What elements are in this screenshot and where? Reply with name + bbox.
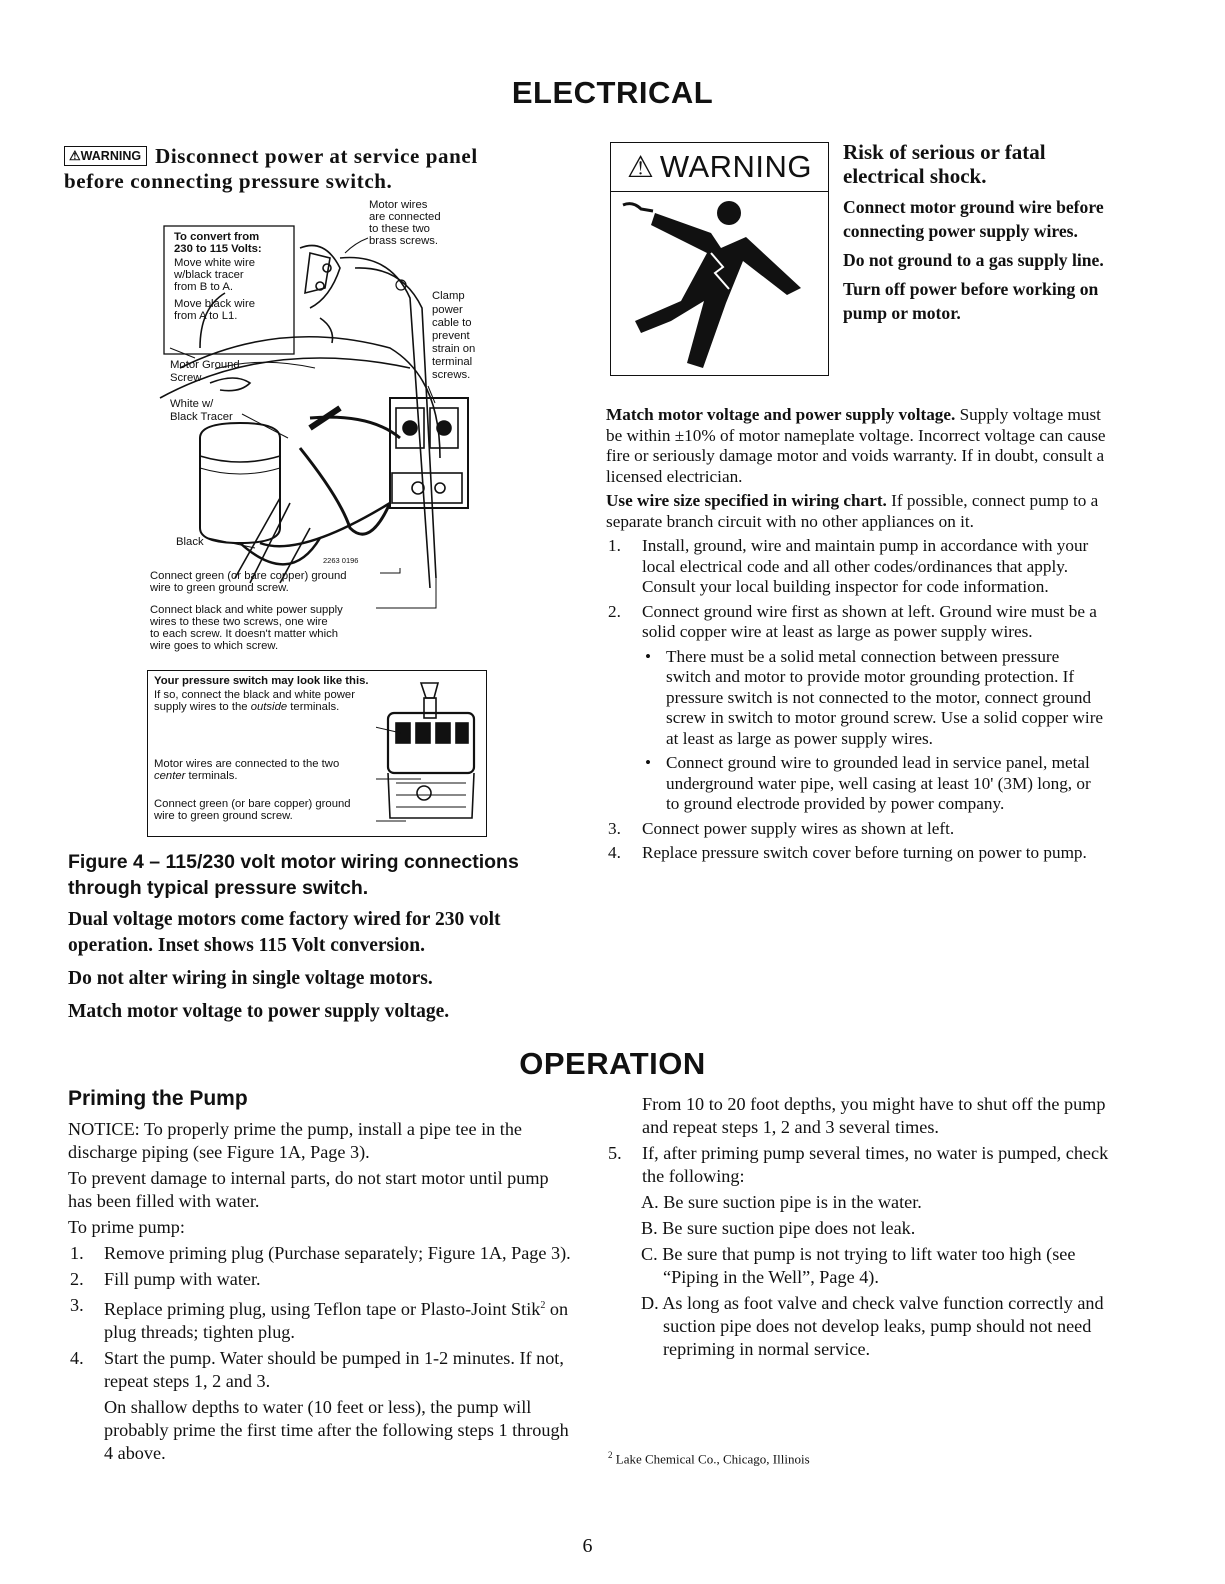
single-voltage-note: Do not alter wiring in single voltage motors.	[68, 968, 433, 989]
inset-title: Your pressure switch may look like this.	[154, 675, 369, 687]
prevent-paragraph: To prevent damage to internal parts, do not start motor until pump has been filled with water.	[68, 1168, 549, 1211]
warning-item-3: Turn off power before working on pump or motor.	[843, 279, 1099, 323]
priming-left-column	[68, 1087, 573, 1468]
connect-bw-3: to each screw. It doesn't matter which	[150, 628, 339, 640]
move-white-3: from B to A.	[174, 281, 234, 293]
inset-motor-2-em: center	[154, 770, 186, 782]
notice-paragraph: NOTICE: To properly prime the pump, install a pipe tee in the discharge piping (see Figure 1A, Page 3).	[68, 1119, 522, 1162]
figure-caption	[68, 849, 578, 1032]
to-prime-label: To prime pump:	[68, 1217, 185, 1237]
step-text: Connect power supply wires as shown at left.	[642, 818, 955, 838]
step-number: 1.	[608, 536, 621, 555]
step-number: 4.	[70, 1348, 84, 1369]
motor-ground-1: Motor Ground	[170, 359, 240, 371]
priming-step-3	[68, 1294, 573, 1344]
electrical-heading: ELECTRICAL	[511, 75, 714, 110]
ground-bullet-1	[642, 647, 1108, 750]
page-number: 6	[582, 1535, 593, 1557]
figure-caption-line2: through typical pressure switch.	[68, 877, 369, 899]
risk-statement: Risk of serious or fatal electrical shock.	[843, 140, 1046, 188]
clamp-6: terminal	[432, 356, 473, 368]
footnote-text: Lake Chemical Co., Chicago, Illinois	[615, 1451, 810, 1467]
motor-wires-2: are connected	[369, 211, 441, 223]
step-number: 2.	[608, 601, 621, 621]
check-d: D. As long as foot valve and check valve function correctly and suction pipe does not develop leaks, pump should not need repriming in normal service.	[641, 1293, 1104, 1359]
step-text: Install, ground, wire and maintain pump in accordance with your local electrical code and all other codes/ordinances that apply. Consult your local building inspector for code information.	[642, 536, 1089, 596]
move-white-2: w/black tracer	[174, 269, 244, 281]
inset-ground-1: Connect green (or bare copper) ground	[154, 798, 351, 810]
priming-step-2	[68, 1268, 573, 1291]
ground-bullet-2	[642, 753, 1108, 815]
inset-line2-pre: supply wires to the	[154, 701, 251, 713]
clamp-1: Clamp	[432, 290, 465, 302]
check-c: C. Be sure that pump is not trying to lift water too high (see “Piping in the Well”, Page 4).	[641, 1244, 1076, 1287]
step-text: Remove priming plug (Purchase separately; Figure 1A, Page 3).	[104, 1243, 571, 1263]
dual-voltage-note: Dual voltage motors come factory wired for 230 volt operation. Inset shows 115 Volt conversion.	[68, 909, 501, 956]
priming-step-5	[606, 1142, 1109, 1188]
step-text: If, after priming pump several times, no water is pumped, check the following:	[642, 1143, 1109, 1186]
priming-right-column	[606, 1093, 1109, 1364]
black-label: Black	[176, 536, 204, 548]
inset-motor-2	[154, 770, 238, 782]
priming-subheading: Priming the Pump	[68, 1087, 248, 1110]
convert-title-1: To convert from	[174, 231, 260, 243]
inset-motor-1: Motor wires are connected to the two	[154, 758, 340, 770]
electrical-step-1	[606, 536, 1108, 598]
connect-bw-1: Connect black and white power supply	[150, 604, 343, 616]
electrical-instructions	[606, 405, 1108, 868]
warning-badge-label: WARNING	[80, 149, 142, 163]
step-text: Fill pump with water.	[104, 1269, 261, 1289]
clamp-7: screws.	[432, 369, 471, 381]
priming-step-1	[68, 1242, 573, 1265]
white-tracer-1: White w/	[170, 398, 214, 410]
step-text-post: on plug threads; tighten plug.	[104, 1299, 569, 1343]
shock-warning-label: WARNING	[659, 149, 813, 184]
check-a: A. Be sure suction pipe is in the water.	[641, 1192, 922, 1212]
bullet-text: Connect ground wire to grounded lead in service panel, metal underground water pipe, well casing at least 10' (3M) long, or to ground electrode provided by power company.	[666, 753, 1091, 813]
motor-wires-3: to these two	[369, 223, 430, 235]
step-number: 4.	[608, 843, 621, 862]
warning-triangle-icon: ⚠	[69, 148, 81, 163]
footnote	[608, 1450, 810, 1467]
clamp-5: strain on	[432, 343, 476, 355]
step-number: 1.	[70, 1243, 84, 1263]
step-text: Connect ground wire first as shown at left. Ground wire must be a solid copper wire at least as large as power supply wires.	[642, 601, 1097, 641]
match-voltage-paragraph	[606, 405, 1108, 487]
left-warning-line1: Disconnect power at service panel	[155, 144, 478, 168]
deep-depth-text: From 10 to 20 foot depths, you might have to shut off the pump and repeat steps 1, 2 and 3 several times.	[642, 1094, 1106, 1137]
connect-bw-2: wires to these two screws, one wire	[150, 616, 328, 628]
inset-motor-2-post: terminals.	[185, 770, 238, 782]
connect-green-1: Connect green (or bare copper) ground	[150, 570, 347, 582]
connect-bw-4: wire goes to which screw.	[150, 640, 279, 652]
match-voltage-text: Supply voltage must be within ±10% of motor nameplate voltage. Incorrect voltage can cause fire or seriously damage motor and voids warranty. If in doubt, consult a licensed electrician.	[606, 405, 1106, 486]
warning-triangle-icon: ⚠	[626, 150, 654, 184]
electric-shock-icon	[611, 193, 828, 373]
move-black-1: Move black wire	[174, 298, 255, 310]
white-tracer-2: Black Tracer	[170, 411, 233, 423]
inset-line1: If so, connect the black and white power	[154, 689, 355, 701]
shock-warning-box	[610, 142, 829, 376]
electrical-step-3	[606, 819, 1108, 840]
footnote-ref: 2	[540, 1300, 546, 1311]
warning-item-1: Connect motor ground wire before connecting power supply wires.	[843, 197, 1104, 241]
inset-line2	[154, 701, 339, 713]
step-text: Start the pump. Water should be pumped in 1-2 minutes. If not, repeat steps 1, 2 and 3.	[104, 1348, 564, 1392]
check-b: B. Be sure suction pipe does not leak.	[641, 1218, 916, 1238]
shock-warning-header	[611, 143, 828, 192]
move-black-2: from A to L1.	[174, 310, 238, 322]
operation-heading: OPERATION	[519, 1046, 706, 1081]
inset-line2-post: terminals.	[287, 701, 340, 713]
bullet-text: There must be a solid metal connection between pressure switch and motor to provide motor grounding protection. If pressure switch is not connected to the motor, connect ground screw in switch to motor ground screw. Use a solid copper wire at least as large as power supply wires.	[666, 646, 1104, 748]
wire-size-paragraph	[606, 491, 1108, 532]
left-warning	[64, 144, 574, 194]
step-number: 5.	[608, 1143, 622, 1163]
connect-green-2: wire to green ground screw.	[150, 582, 289, 594]
pressure-switch-icon	[376, 673, 486, 833]
electrical-step-2	[606, 602, 1108, 643]
wire-size-bold: Use wire size specified in wiring chart.	[606, 491, 887, 510]
step-text: Replace priming plug, using Teflon tape or Plasto-Joint Stik	[104, 1299, 541, 1320]
pressure-switch-inset	[147, 670, 487, 837]
match-voltage-note: Match motor voltage to power supply voltage.	[68, 1001, 450, 1022]
motor-wires-1: Motor wires	[369, 199, 428, 211]
motor-wires-4: brass screws.	[369, 235, 439, 247]
shallow-depth-text: On shallow depths to water (10 feet or less), the pump will probably prime the first time after the following steps 1 through 4 above.	[104, 1397, 569, 1464]
clamp-3: cable to	[432, 317, 472, 329]
match-voltage-bold: Match motor voltage and power supply voltage.	[606, 405, 956, 424]
inset-ground-2: wire to green ground screw.	[154, 810, 293, 822]
bullet-icon: •	[645, 646, 652, 666]
warning-badge	[64, 146, 147, 166]
step-number: 3.	[608, 818, 621, 838]
move-white-1: Move white wire	[174, 257, 255, 269]
warning-item-2: Do not ground to a gas supply line.	[843, 250, 1104, 270]
bullet-icon: •	[645, 753, 652, 772]
wiring-diagram	[140, 198, 500, 668]
priming-step-4	[68, 1347, 573, 1465]
footnote-mark: 2	[608, 1450, 613, 1460]
clamp-2: power	[432, 304, 463, 316]
step-text: Replace pressure switch cover before turning on power to pump.	[642, 843, 1087, 862]
shock-warning-text	[843, 140, 1113, 325]
left-warning-line2: before connecting pressure switch.	[64, 169, 393, 193]
step-number: 3.	[70, 1295, 84, 1315]
convert-title-2: 230 to 115 Volts:	[174, 243, 262, 255]
inset-line2-em: outside	[250, 701, 288, 713]
wire-size-text: If possible, connect pump to a separate branch circuit with no other appliances on it.	[606, 491, 1099, 531]
motor-ground-2: Screw	[170, 372, 202, 384]
electrical-step-4	[606, 843, 1108, 864]
step-number: 2.	[70, 1269, 84, 1289]
clamp-4: prevent	[432, 330, 470, 342]
figure-caption-line1: Figure 4 – 115/230 volt motor wiring connections	[68, 851, 519, 873]
part-number: 2263 0196	[323, 556, 359, 565]
